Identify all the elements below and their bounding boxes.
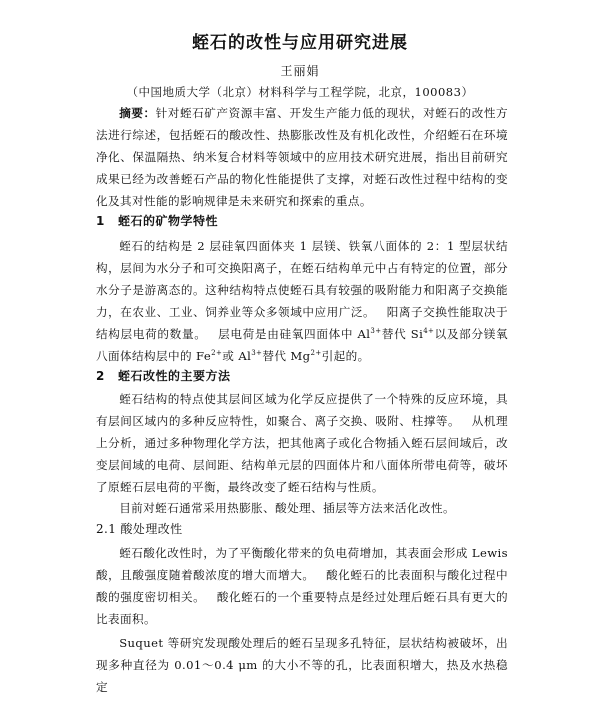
superscript: 4+ xyxy=(423,327,435,336)
section-2-1-heading xyxy=(96,520,508,537)
section-1-heading xyxy=(96,212,508,229)
abstract xyxy=(96,102,508,212)
section-2-1-text-a: 蛭石酸化改性时，为了平衡酸化带来的负电荷增加，其表面会形成 Lewis 酸，且酸强度随着酸浓度的增大而增大。 xyxy=(96,546,508,582)
section-1-text-a: 蛭石的结构是 2 层硅氧四面体夹 1 层镁、铁氧八面体的 2：1 型层状结构，层间为水分子和可交换阳离子，在蛭石结构单元中占有特定的位置，部分水分子是游离态的。这种结构特点使蛭石具有较强的吸附能力和阳离子交换能力，在农业、工业、饲养业等众多领域中应用广泛。 xyxy=(96,239,508,319)
section-2-paragraph-2: 目前对蛭石通常采用热膨胀、酸处理、插层等方法来活化改性。 xyxy=(119,501,456,515)
superscript: 2+ xyxy=(310,349,322,358)
section-2-title: 蛭石改性的主要方法 xyxy=(118,369,231,383)
superscript: 3+ xyxy=(370,327,382,336)
section-2-1-paragraph-1 xyxy=(96,542,508,630)
abstract-label: 摘要： xyxy=(119,106,156,120)
section-1-text-b: 阳离子交换性能取决于结构层电荷的数量。 xyxy=(96,305,508,341)
section-2-paragraph-1 xyxy=(96,388,508,498)
section-2-heading xyxy=(96,367,508,384)
section-1-text-c: 层电荷是由硅氧四面体中 Al xyxy=(218,327,371,341)
section-1-text-g: 替代 Mg xyxy=(262,349,311,363)
section-2-1-title: 酸处理改性 xyxy=(120,522,183,536)
section-1-number: 1 xyxy=(96,214,105,228)
section-1-text-h: 引起的。 xyxy=(321,349,370,363)
section-1-text-e: 以及部分镁氧八面体结构层中的 Fe xyxy=(96,327,508,363)
superscript: 2+ xyxy=(211,349,223,358)
section-1-text-f: 或 Al xyxy=(222,349,252,363)
section-1-paragraph xyxy=(96,235,508,367)
section-1-title: 蛭石的矿物学特性 xyxy=(118,214,219,228)
superscript: 3+ xyxy=(251,349,263,358)
author-name: 王丽娟 xyxy=(280,64,320,78)
section-2-text-a: 蛭石结构的特点使其层间区域为化学反应提供了一个特殊的反应环境，具有层间区域内的多种反应特性，如聚合、离子交换、吸附、柱撑等。 xyxy=(96,392,508,428)
section-2-1-text-b: 酸化蛭石的比表面积与酸化过程中酸的强度密切相关。 xyxy=(96,568,508,604)
section-2-number: 2 xyxy=(96,369,105,383)
section-2-1-text-c: 酸化蛭石的一个重要特点是经过处理后蛭石具有更大的比表面积。 xyxy=(96,590,508,626)
paper-title: 蛭石的改性与应用研究进展 xyxy=(192,33,408,53)
section-2-1-paragraph-2: Suquet 等研究发现酸处理后的蛭石呈现多孔特征，层状结构被破坏，出现多种直径为 0.01～0.4 μm 的大小不等的孔，比表面积增大，热及水热稳定 xyxy=(96,636,508,694)
author-affiliation: （中国地质大学（北京）材料科学与工程学院，北京，100083） xyxy=(126,85,474,99)
section-1-text-d: 替代 Si xyxy=(381,327,424,341)
section-2-1-number: 2.1 xyxy=(96,522,117,536)
abstract-text: 针对蛭石矿产资源丰富、开发生产能力低的现状，对蛭石的改性方法进行综述，包括蛭石的酸改性、热膨胀改性及有机化改性，介绍蛭石在环境净化、保温隔热、纳米复合材料等领域中的应用技术研究进展，指出目前研究成果已经为改善蛭石产品的物化性能提供了支撑，对蛭石改性过程中结构的变化及其对性能的影响规律是未来研究和探索的重点。 xyxy=(96,106,508,208)
section-2-text-b: 从机理上分析，通过多种物理化学方法，把其他离子或化合物插入蛭石层间域后，改变层间域的电荷、层间距、结构单元层的四面体片和八面体所带电荷等，破坏了原蛭石层电荷的平衡，最终改变了蛭石结构与性质。 xyxy=(96,414,508,494)
